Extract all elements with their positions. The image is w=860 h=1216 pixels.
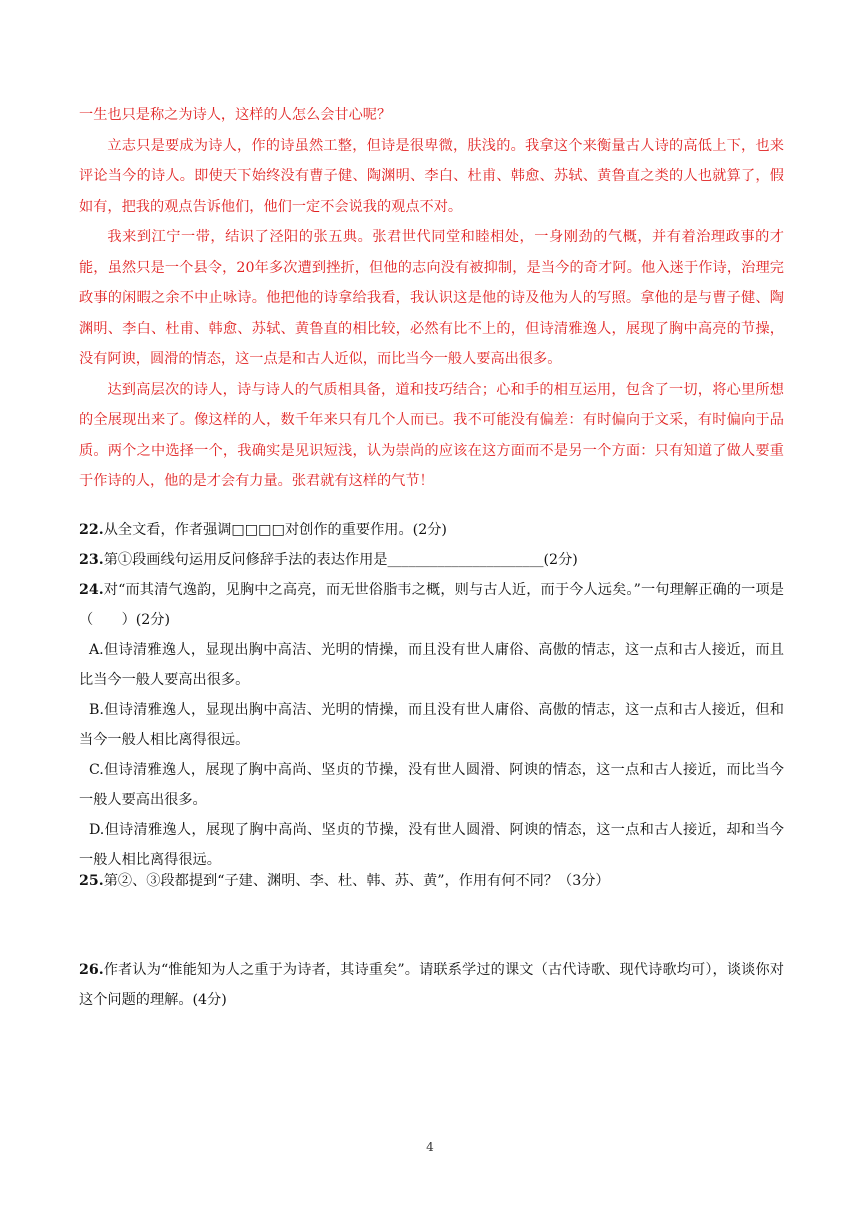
question-26 (79, 955, 784, 1015)
option-a: A.但诗清雅逸人，显现出胸中高洁、光明的情操，而且没有世人庸俗、高傲的情志，这一点和古人接近，而且比当今一般人要高出很多。 (79, 642, 784, 688)
translation-paragraph: 我来到江宁一带，结识了泾阳的张五典。张君世代同堂和睦相处，一身刚劲的气概，并有着治理政事的才能，虽然只是一个县令，20年多次遭到挫折，但他的志向没有被抑制，是当今的奇才阿。他入迷于作诗，治理完政事的闲暇之余不中止咏诗。他把他的诗拿给我看，我认识这是他的诗及他为人的写照。拿他的是与曹子健、陶渊明、李白、杜甫、韩愈、苏轼、黄鲁直的相比较，必然有比不上的，但诗清雅逸人，展现了胸中高亮的节操，没有阿谀，圆滑的情态，这一点是和古人近似，而比当今一般人要高出很多。 (79, 229, 784, 367)
question-text: 对“而其清气逸韵，见胸中之高亮，而无世俗脂韦之概，则与古人近，而于今人远矣。”一句理解正确的一项是（ ）(2分) (79, 582, 784, 628)
option-c: C.但诗清雅逸人，展现了胸中高尚、坚贞的节操，没有世人圆滑、阿谀的情态，这一点和古人接近，而比当今一般人要高出很多。 (79, 762, 784, 808)
translation-paragraph: 一生也只是称之为诗人，这样的人怎么会甘心呢？ (79, 107, 392, 123)
translation-paragraph: 立志只是要成为诗人，作的诗虽然工整，但诗是很卑微，肤浅的。我拿这个来衡量古人诗的高低上下，也来评论当今的诗人。即使天下始终没有曹子健、陶渊明、李白、杜甫、韩愈、苏轼、黄鲁直之类的人也就算了，假如有，把我的观点告诉他们，他们一定不会说我的观点不对。 (79, 137, 784, 215)
question-24 (79, 575, 784, 875)
option-d: D.但诗清雅逸人，展现了胸中高尚、坚贞的节操，没有世人圆滑、阿谀的情态，这一点和古人接近，却和当今一般人相比离得很远。 (79, 822, 784, 868)
question-number: 25. (79, 873, 104, 889)
question-text: 从全文看，作者强调□□□□对创作的重要作用。(2分) (103, 522, 447, 538)
question-number: 24. (79, 582, 104, 598)
question-number: 26. (79, 962, 104, 978)
question-25 (79, 866, 784, 896)
question-text: 第②、③段都提到“子建、渊明、李、杜、韩、苏、黄”，作用有何不同？（3分） (103, 873, 610, 889)
question-number: 22. (79, 522, 104, 538)
translation-passage (79, 100, 784, 497)
question-23 (79, 545, 784, 575)
translation-paragraph: 达到高层次的诗人，诗与诗人的气质相具备，道和技巧结合；心和手的相互运用，包含了一切，将心里所想的全展现出来了。像这样的人，数千年来只有几个人而已。我不可能没有偏差：有时偏向于文采，有时偏向于品质。两个之中选择一个，我确实是见识短浅，认为崇尚的应该在这方面而不是另一个方面：只有知道了做人要重于作诗的人，他的是才会有力量。张君就有这样的气节！ (79, 381, 784, 489)
question-number: 23. (79, 552, 104, 568)
question-text: 作者认为“惟能知为人之重于为诗者，其诗重矣”。请联系学过的课文（古代诗歌、现代诗歌均可），谈谈你对这个问题的理解。(4分) (79, 962, 784, 1008)
option-b: B.但诗清雅逸人，显现出胸中高洁、光明的情操，而且没有世人庸俗、高傲的情志，这一点和古人接近，但和当今一般人相比离得很远。 (79, 702, 784, 748)
page-number: 4 (426, 1140, 434, 1154)
question-text: 第①段画线句运用反问修辞手法的表达作用是______________________(2分) (103, 552, 578, 568)
question-22 (79, 515, 784, 545)
